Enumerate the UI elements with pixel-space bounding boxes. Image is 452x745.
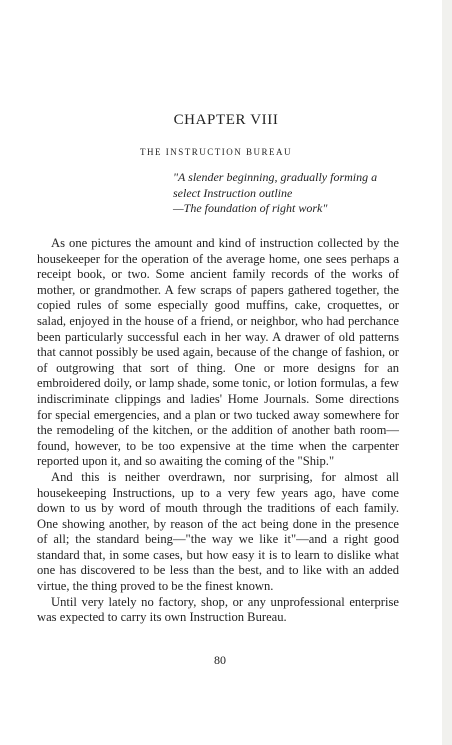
paragraph: And this is neither overdrawn, nor surprising, for almost all housekeeping Instructions, up to a very few years ago, have come down to us by word of mouth through the traditions of each family. One showing another, by reason of the act being done in the presence of all; the standard being—"the way we like it"—and a right good standard that, in some cases, but how easy it is to learn to dislike what one has discovered to be less than the best, and to like with an added virtue, the thing proved to be the finest known. — [37, 469, 399, 594]
chapter-heading: CHAPTER VIII — [173, 112, 279, 128]
epigraph-line: —The foundation of right work" — [173, 201, 328, 215]
epigraph — [173, 170, 413, 217]
epigraph-line: "A slender beginning, gradually forming a — [173, 170, 378, 184]
epigraph-line: select Instruction outline — [173, 185, 293, 200]
page-number: 80 — [214, 653, 226, 667]
body-text — [37, 236, 399, 626]
section-heading: THE INSTRUCTION BUREAU — [140, 147, 292, 157]
paragraph: Until very lately no factory, shop, or any unprofessional enterprise was expected to carry its own Instruction Bureau. — [37, 594, 399, 625]
paragraph: As one pictures the amount and kind of instruction collected by the housekeeper for the operation of the average home, one sees perhaps a receipt book, or two. Some ancient family records of the works of mother, or grandmother. A few scraps of papers gathered together, the copied rules of some especially good muffins, cake, croquettes, or salad, enjoyed in the house of a friend, or neighbor, who had perchance been particularly successful each in her way. A drawer of old patterns that cannot possibly be used again, because of the change of fashion, or of outgrowing that sort of thing. One or more designs for an embroidered doily, or lamp shade, some tonic, or lotion formulas, a few indiscriminate clippings and ladies' Home Journals. Some directions for special emergencies, and a plan or two tucked away somewhere for the remodeling of the kitchen, or the addition of another bath room—found, however, to be too expensive at the time when the carpenter reported upon it, and so awaiting the coming of the "Ship." — [37, 236, 399, 469]
